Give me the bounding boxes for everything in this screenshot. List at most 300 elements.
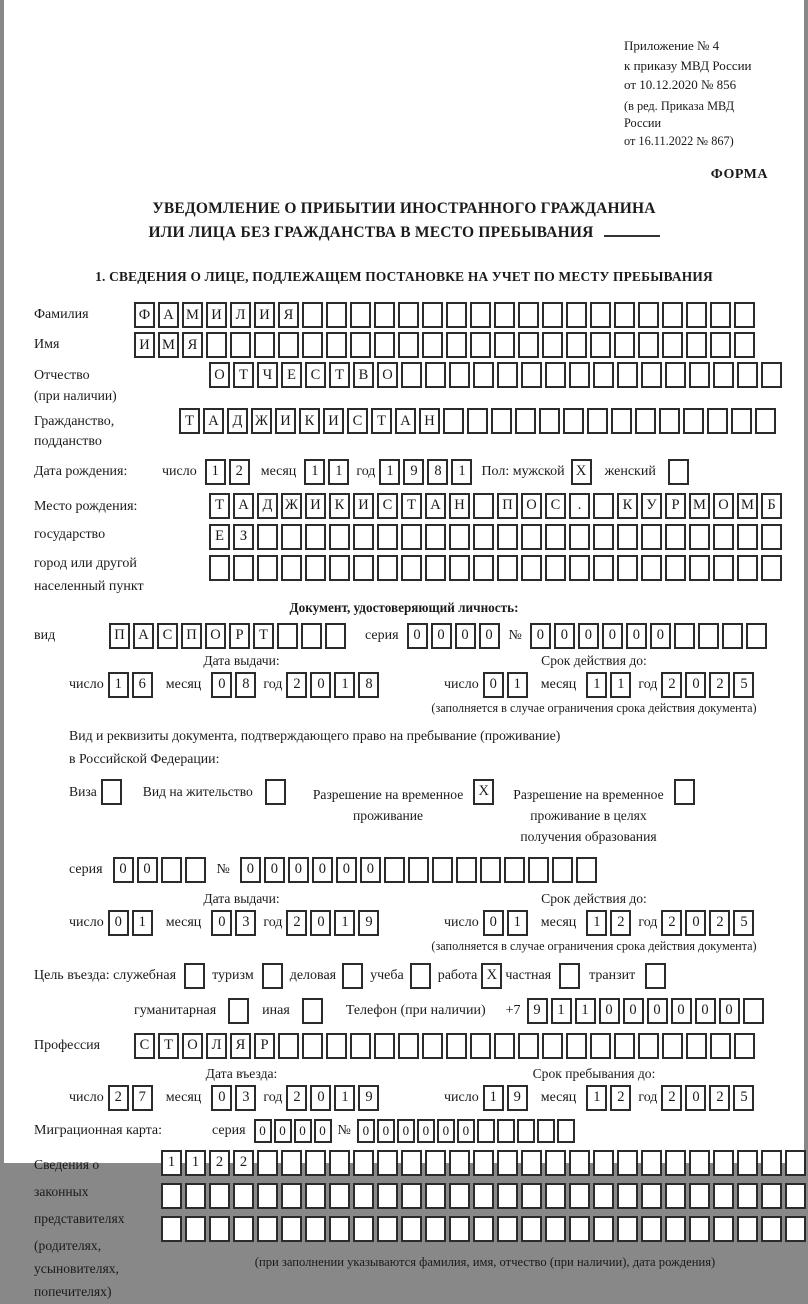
form-cell[interactable]: 8 <box>235 672 256 698</box>
form-cell[interactable] <box>278 332 299 358</box>
form-cell[interactable]: Я <box>278 302 299 328</box>
form-cell[interactable]: 0 <box>310 672 331 698</box>
form-cell[interactable] <box>161 1216 182 1242</box>
form-cell[interactable] <box>689 1183 710 1209</box>
form-cell[interactable] <box>233 1216 254 1242</box>
form-cell[interactable] <box>518 1033 539 1059</box>
form-cell[interactable] <box>401 362 422 388</box>
form-cell[interactable] <box>257 1216 278 1242</box>
form-cell[interactable]: Л <box>206 1033 227 1059</box>
form-cell[interactable]: 1 <box>161 1150 182 1176</box>
form-cell[interactable] <box>542 332 563 358</box>
form-cell[interactable] <box>713 362 734 388</box>
form-cell[interactable] <box>422 1033 443 1059</box>
form-cell[interactable] <box>528 857 549 883</box>
form-cell[interactable] <box>710 332 731 358</box>
form-cell[interactable] <box>713 1183 734 1209</box>
form-cell[interactable]: Р <box>229 623 250 649</box>
form-cell[interactable]: 0 <box>113 857 134 883</box>
form-cell[interactable]: 0 <box>264 857 285 883</box>
form-cell[interactable]: 3 <box>235 1085 256 1111</box>
form-cell[interactable] <box>401 524 422 550</box>
form-cell[interactable]: 0 <box>397 1119 415 1143</box>
form-cell[interactable] <box>350 332 371 358</box>
form-cell[interactable]: 0 <box>211 672 232 698</box>
form-cell[interactable]: А <box>425 493 446 519</box>
form-cell[interactable] <box>587 408 608 434</box>
form-cell[interactable] <box>401 1183 422 1209</box>
form-cell[interactable] <box>305 524 326 550</box>
form-cell[interactable] <box>277 623 298 649</box>
form-cell[interactable]: 2 <box>286 1085 307 1111</box>
form-cell[interactable] <box>305 1150 326 1176</box>
form-cell[interactable] <box>374 332 395 358</box>
form-cell[interactable]: 0 <box>685 910 706 936</box>
form-cell[interactable]: 0 <box>360 857 381 883</box>
form-cell[interactable]: А <box>133 623 154 649</box>
form-cell[interactable] <box>305 555 326 581</box>
form-cell[interactable]: Д <box>227 408 248 434</box>
form-cell[interactable] <box>497 524 518 550</box>
form-cell[interactable] <box>590 332 611 358</box>
form-cell[interactable]: О <box>377 362 398 388</box>
form-cell[interactable]: 2 <box>286 910 307 936</box>
form-cell[interactable]: 0 <box>455 623 476 649</box>
form-cell[interactable] <box>614 332 635 358</box>
form-cell[interactable] <box>755 408 776 434</box>
form-cell[interactable]: Ф <box>134 302 155 328</box>
form-cell[interactable]: С <box>347 408 368 434</box>
form-cell[interactable]: 1 <box>132 910 153 936</box>
form-cell[interactable] <box>665 1216 686 1242</box>
form-cell[interactable]: 0 <box>336 857 357 883</box>
form-cell[interactable] <box>662 302 683 328</box>
form-cell[interactable]: 2 <box>229 459 250 485</box>
form-cell[interactable] <box>449 1183 470 1209</box>
form-cell[interactable]: Т <box>253 623 274 649</box>
form-cell[interactable]: М <box>182 302 203 328</box>
form-cell[interactable] <box>641 1183 662 1209</box>
form-cell[interactable] <box>641 1216 662 1242</box>
form-cell[interactable] <box>278 1033 299 1059</box>
form-cell[interactable] <box>641 524 662 550</box>
form-cell[interactable]: 9 <box>527 998 548 1024</box>
form-cell[interactable]: 2 <box>610 1085 631 1111</box>
form-cell[interactable] <box>408 857 429 883</box>
form-cell[interactable] <box>497 1119 515 1143</box>
form-cell[interactable]: 0 <box>599 998 620 1024</box>
form-cell[interactable] <box>686 302 707 328</box>
form-cell[interactable] <box>377 555 398 581</box>
form-cell[interactable] <box>559 963 580 989</box>
form-cell[interactable] <box>566 1033 587 1059</box>
form-cell[interactable] <box>737 1216 758 1242</box>
form-cell[interactable] <box>761 1216 782 1242</box>
form-cell[interactable] <box>641 1150 662 1176</box>
form-cell[interactable]: А <box>203 408 224 434</box>
form-cell[interactable] <box>521 524 542 550</box>
form-cell[interactable] <box>497 362 518 388</box>
form-cell[interactable] <box>662 332 683 358</box>
form-cell[interactable] <box>566 302 587 328</box>
form-cell[interactable]: Е <box>281 362 302 388</box>
form-cell[interactable]: 1 <box>108 672 129 698</box>
form-cell[interactable] <box>353 1216 374 1242</box>
form-cell[interactable]: 1 <box>551 998 572 1024</box>
form-cell[interactable]: 8 <box>427 459 448 485</box>
form-cell[interactable]: 0 <box>407 623 428 649</box>
form-cell[interactable]: 0 <box>274 1119 292 1143</box>
form-cell[interactable]: К <box>617 493 638 519</box>
form-cell[interactable] <box>785 1150 806 1176</box>
form-cell[interactable] <box>161 857 182 883</box>
form-cell[interactable] <box>377 1183 398 1209</box>
form-cell[interactable]: 9 <box>358 910 379 936</box>
form-cell[interactable]: 2 <box>709 672 730 698</box>
form-cell[interactable]: К <box>329 493 350 519</box>
form-cell[interactable] <box>638 332 659 358</box>
form-cell[interactable]: 2 <box>709 910 730 936</box>
form-cell[interactable] <box>743 998 764 1024</box>
form-cell[interactable] <box>641 362 662 388</box>
form-cell[interactable] <box>230 332 251 358</box>
form-cell[interactable]: 2 <box>108 1085 129 1111</box>
form-cell[interactable] <box>734 332 755 358</box>
form-cell[interactable]: 1 <box>507 672 528 698</box>
form-cell[interactable] <box>184 963 205 989</box>
form-cell[interactable] <box>686 1033 707 1059</box>
form-cell[interactable]: 0 <box>357 1119 375 1143</box>
form-cell[interactable] <box>491 408 512 434</box>
form-cell[interactable] <box>425 1183 446 1209</box>
form-cell[interactable] <box>262 963 283 989</box>
form-cell[interactable] <box>785 1183 806 1209</box>
form-cell[interactable] <box>521 362 542 388</box>
form-cell[interactable]: 0 <box>602 623 623 649</box>
form-cell[interactable]: Е <box>209 524 230 550</box>
form-cell[interactable]: И <box>275 408 296 434</box>
form-cell[interactable] <box>494 1033 515 1059</box>
form-cell[interactable]: 1 <box>451 459 472 485</box>
form-cell[interactable] <box>665 555 686 581</box>
form-cell[interactable] <box>398 332 419 358</box>
form-cell[interactable] <box>443 408 464 434</box>
form-cell[interactable]: 1 <box>334 672 355 698</box>
form-cell[interactable] <box>422 332 443 358</box>
form-cell[interactable]: И <box>134 332 155 358</box>
form-cell[interactable] <box>449 1216 470 1242</box>
form-cell[interactable]: 5 <box>733 672 754 698</box>
form-cell[interactable]: 3 <box>235 910 256 936</box>
form-cell[interactable] <box>233 1183 254 1209</box>
form-cell[interactable] <box>517 1119 535 1143</box>
form-cell[interactable] <box>734 302 755 328</box>
form-cell[interactable]: А <box>395 408 416 434</box>
form-cell[interactable] <box>569 1150 590 1176</box>
form-cell[interactable]: К <box>299 408 320 434</box>
form-cell[interactable] <box>185 1183 206 1209</box>
form-cell[interactable] <box>477 1119 495 1143</box>
form-cell[interactable] <box>638 1033 659 1059</box>
form-cell[interactable] <box>449 555 470 581</box>
form-cell[interactable]: 0 <box>479 623 500 649</box>
form-cell[interactable] <box>552 857 573 883</box>
form-cell[interactable] <box>734 1033 755 1059</box>
form-cell[interactable]: Д <box>257 493 278 519</box>
form-cell[interactable]: С <box>305 362 326 388</box>
form-cell[interactable] <box>101 779 122 805</box>
form-cell[interactable] <box>645 963 666 989</box>
form-cell[interactable]: 2 <box>709 1085 730 1111</box>
form-cell[interactable]: Т <box>233 362 254 388</box>
form-cell[interactable]: 0 <box>108 910 129 936</box>
form-cell[interactable]: 6 <box>132 672 153 698</box>
form-cell[interactable] <box>374 302 395 328</box>
form-cell[interactable]: Т <box>179 408 200 434</box>
form-cell[interactable] <box>737 524 758 550</box>
form-cell[interactable] <box>185 857 206 883</box>
form-cell[interactable]: 1 <box>205 459 226 485</box>
form-cell[interactable]: 1 <box>610 672 631 698</box>
form-cell[interactable] <box>515 408 536 434</box>
form-cell[interactable]: Т <box>401 493 422 519</box>
form-cell[interactable]: 0 <box>626 623 647 649</box>
form-cell[interactable] <box>737 555 758 581</box>
form-cell[interactable] <box>446 1033 467 1059</box>
form-cell[interactable] <box>713 555 734 581</box>
form-cell[interactable] <box>617 362 638 388</box>
form-cell[interactable] <box>326 1033 347 1059</box>
form-cell[interactable] <box>761 524 782 550</box>
form-cell[interactable] <box>710 302 731 328</box>
form-cell[interactable] <box>257 1183 278 1209</box>
form-cell[interactable]: 7 <box>132 1085 153 1111</box>
form-cell[interactable] <box>473 555 494 581</box>
form-cell[interactable]: 0 <box>211 910 232 936</box>
form-cell[interactable]: 0 <box>431 623 452 649</box>
form-cell[interactable] <box>473 524 494 550</box>
form-cell[interactable] <box>449 1150 470 1176</box>
form-cell[interactable]: Ч <box>257 362 278 388</box>
form-cell[interactable] <box>353 555 374 581</box>
form-cell[interactable]: И <box>206 302 227 328</box>
form-cell[interactable] <box>617 555 638 581</box>
form-cell[interactable] <box>473 362 494 388</box>
form-cell[interactable] <box>281 555 302 581</box>
form-cell[interactable]: О <box>182 1033 203 1059</box>
form-cell[interactable]: 0 <box>417 1119 435 1143</box>
form-cell[interactable] <box>569 555 590 581</box>
form-cell[interactable] <box>722 623 743 649</box>
form-cell[interactable] <box>473 1183 494 1209</box>
form-cell[interactable] <box>563 408 584 434</box>
form-cell[interactable] <box>497 1150 518 1176</box>
form-cell[interactable] <box>305 1183 326 1209</box>
form-cell[interactable] <box>209 1183 230 1209</box>
form-cell[interactable]: А <box>233 493 254 519</box>
form-cell[interactable] <box>329 524 350 550</box>
form-cell[interactable] <box>401 1150 422 1176</box>
form-cell[interactable] <box>425 1150 446 1176</box>
form-cell[interactable] <box>329 555 350 581</box>
form-cell[interactable]: П <box>497 493 518 519</box>
form-cell[interactable] <box>374 1033 395 1059</box>
form-cell[interactable] <box>518 302 539 328</box>
form-cell[interactable]: Н <box>449 493 470 519</box>
form-cell[interactable]: В <box>353 362 374 388</box>
form-cell[interactable] <box>401 1216 422 1242</box>
form-cell[interactable] <box>665 524 686 550</box>
form-cell[interactable] <box>614 1033 635 1059</box>
form-cell[interactable] <box>593 555 614 581</box>
form-cell[interactable] <box>325 623 346 649</box>
form-cell[interactable] <box>425 555 446 581</box>
form-cell[interactable]: 2 <box>661 910 682 936</box>
form-cell[interactable] <box>329 1150 350 1176</box>
form-cell[interactable] <box>257 555 278 581</box>
form-cell[interactable]: С <box>157 623 178 649</box>
form-cell[interactable]: X <box>481 963 502 989</box>
form-cell[interactable] <box>731 408 752 434</box>
form-cell[interactable] <box>209 555 230 581</box>
form-cell[interactable] <box>576 857 597 883</box>
form-cell[interactable] <box>710 1033 731 1059</box>
form-cell[interactable]: М <box>158 332 179 358</box>
form-cell[interactable] <box>497 1183 518 1209</box>
form-cell[interactable]: 0 <box>211 1085 232 1111</box>
form-cell[interactable]: 0 <box>310 910 331 936</box>
form-cell[interactable]: 0 <box>530 623 551 649</box>
form-cell[interactable] <box>521 1216 542 1242</box>
form-cell[interactable] <box>617 524 638 550</box>
form-cell[interactable] <box>302 998 323 1024</box>
form-cell[interactable]: X <box>473 779 494 805</box>
form-cell[interactable] <box>689 555 710 581</box>
form-cell[interactable] <box>761 1150 782 1176</box>
form-cell[interactable]: 2 <box>286 672 307 698</box>
form-cell[interactable] <box>470 302 491 328</box>
form-cell[interactable] <box>302 1033 323 1059</box>
form-cell[interactable]: П <box>181 623 202 649</box>
form-cell[interactable]: 0 <box>483 910 504 936</box>
form-cell[interactable]: Р <box>665 493 686 519</box>
form-cell[interactable]: 9 <box>507 1085 528 1111</box>
form-cell[interactable] <box>545 362 566 388</box>
form-cell[interactable] <box>593 493 614 519</box>
form-cell[interactable]: 1 <box>586 1085 607 1111</box>
form-cell[interactable] <box>668 459 689 485</box>
form-cell[interactable]: X <box>571 459 592 485</box>
form-cell[interactable] <box>281 1216 302 1242</box>
form-cell[interactable] <box>456 857 477 883</box>
form-cell[interactable] <box>737 362 758 388</box>
form-cell[interactable] <box>662 1033 683 1059</box>
form-cell[interactable] <box>593 1183 614 1209</box>
form-cell[interactable] <box>473 1150 494 1176</box>
form-cell[interactable] <box>713 1216 734 1242</box>
form-cell[interactable] <box>521 1183 542 1209</box>
form-cell[interactable]: 1 <box>586 672 607 698</box>
form-cell[interactable] <box>233 555 254 581</box>
form-cell[interactable]: 0 <box>288 857 309 883</box>
form-cell[interactable] <box>689 1150 710 1176</box>
form-cell[interactable] <box>689 362 710 388</box>
form-cell[interactable] <box>302 332 323 358</box>
form-cell[interactable]: 5 <box>733 1085 754 1111</box>
form-cell[interactable]: Т <box>371 408 392 434</box>
form-cell[interactable] <box>449 362 470 388</box>
form-cell[interactable] <box>593 1150 614 1176</box>
form-cell[interactable]: 0 <box>377 1119 395 1143</box>
form-cell[interactable]: Н <box>419 408 440 434</box>
form-cell[interactable] <box>665 1150 686 1176</box>
form-cell[interactable] <box>566 332 587 358</box>
form-cell[interactable] <box>342 963 363 989</box>
form-cell[interactable] <box>281 524 302 550</box>
form-cell[interactable]: 1 <box>507 910 528 936</box>
form-cell[interactable] <box>557 1119 575 1143</box>
form-cell[interactable] <box>432 857 453 883</box>
form-cell[interactable]: З <box>233 524 254 550</box>
form-cell[interactable]: 8 <box>358 672 379 698</box>
form-cell[interactable]: Т <box>329 362 350 388</box>
form-cell[interactable]: 0 <box>137 857 158 883</box>
form-cell[interactable] <box>401 555 422 581</box>
form-cell[interactable] <box>377 524 398 550</box>
form-cell[interactable]: С <box>377 493 398 519</box>
form-cell[interactable]: О <box>205 623 226 649</box>
form-cell[interactable] <box>257 1150 278 1176</box>
form-cell[interactable] <box>467 408 488 434</box>
form-cell[interactable]: М <box>737 493 758 519</box>
form-cell[interactable] <box>377 1216 398 1242</box>
form-cell[interactable] <box>518 332 539 358</box>
form-cell[interactable] <box>305 1216 326 1242</box>
form-cell[interactable] <box>569 362 590 388</box>
form-cell[interactable] <box>617 1183 638 1209</box>
form-cell[interactable]: 0 <box>483 672 504 698</box>
form-cell[interactable]: 0 <box>695 998 716 1024</box>
form-cell[interactable]: У <box>641 493 662 519</box>
form-cell[interactable]: Ж <box>281 493 302 519</box>
form-cell[interactable] <box>473 1216 494 1242</box>
form-cell[interactable] <box>377 1150 398 1176</box>
form-cell[interactable]: 2 <box>661 672 682 698</box>
form-cell[interactable] <box>521 1150 542 1176</box>
form-cell[interactable] <box>301 623 322 649</box>
form-cell[interactable]: 0 <box>685 1085 706 1111</box>
form-cell[interactable] <box>542 1033 563 1059</box>
form-cell[interactable] <box>785 1216 806 1242</box>
form-cell[interactable] <box>686 332 707 358</box>
form-cell[interactable]: Л <box>230 302 251 328</box>
form-cell[interactable]: 0 <box>685 672 706 698</box>
form-cell[interactable]: Т <box>158 1033 179 1059</box>
form-cell[interactable] <box>353 1150 374 1176</box>
form-cell[interactable] <box>617 1150 638 1176</box>
form-cell[interactable]: М <box>689 493 710 519</box>
form-cell[interactable] <box>698 623 719 649</box>
form-cell[interactable] <box>590 1033 611 1059</box>
form-cell[interactable] <box>480 857 501 883</box>
form-cell[interactable]: 0 <box>240 857 261 883</box>
form-cell[interactable] <box>398 1033 419 1059</box>
form-cell[interactable] <box>569 1216 590 1242</box>
form-cell[interactable] <box>617 1216 638 1242</box>
form-cell[interactable]: Ж <box>251 408 272 434</box>
form-cell[interactable]: Р <box>254 1033 275 1059</box>
form-cell[interactable] <box>302 302 323 328</box>
